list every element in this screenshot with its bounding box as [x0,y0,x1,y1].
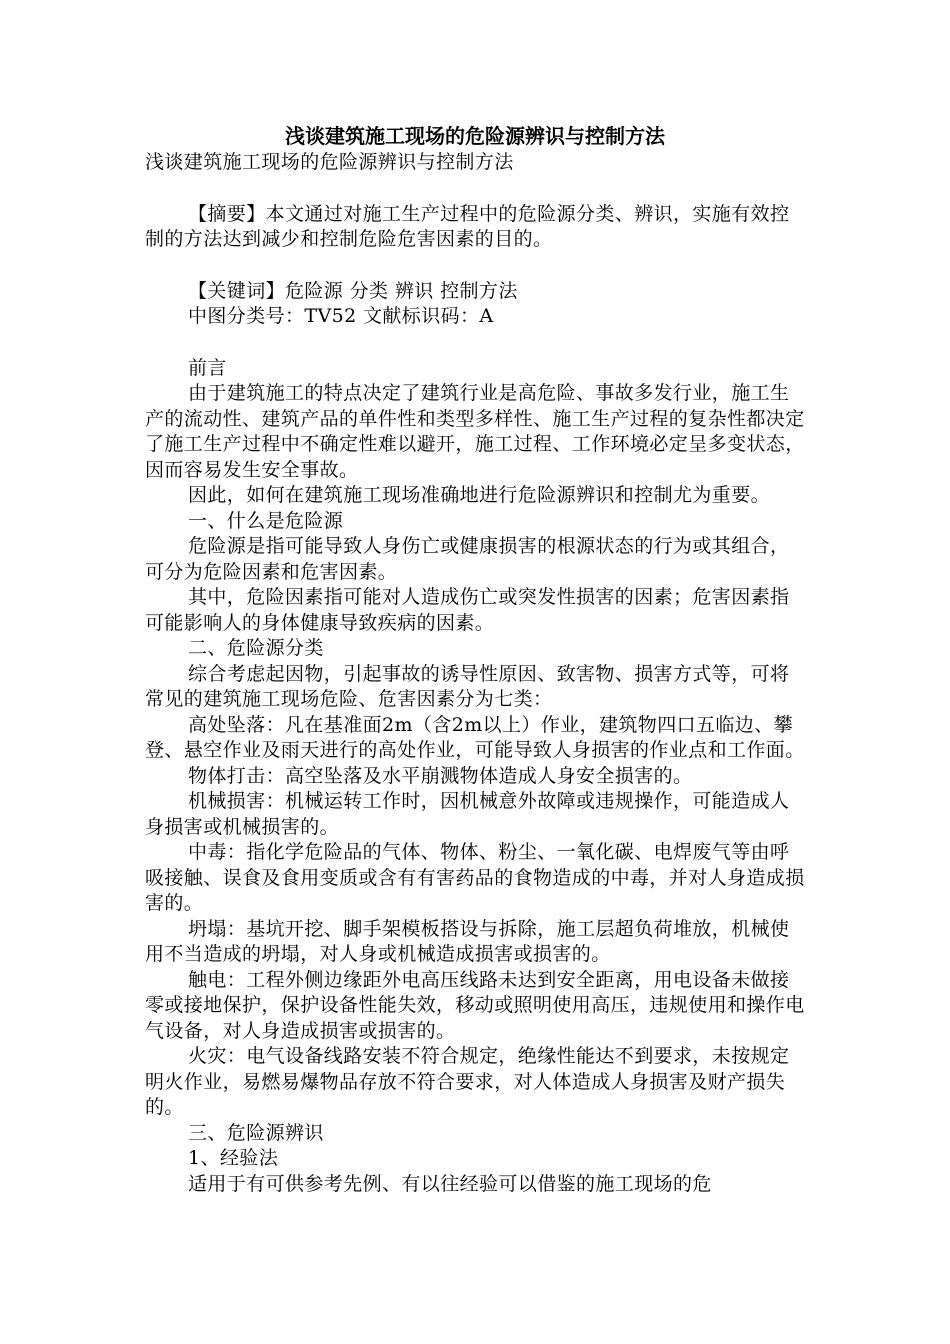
section-heading: 一、什么是危险源 [188,509,344,532]
category-paragraph: 中毒：指化学危险品的气体、物体、粉尘、一氧化碳、电焊废气等由呼吸接触、误食及食用变质或含有有害药品的食物造成的中毒，并对人身造成损害的。 [145,841,805,914]
section-paragraph: 适用于有可供参考先例、有以往经验可以借鉴的施工现场的危 [188,1172,712,1195]
section-paragraph: 综合考虑起因物，引起事故的诱导性原因、致害物、损害方式等，可将常见的建筑施工现场危险、危害因素分为七类： [145,662,790,710]
document-body [145,150,805,1197]
section-paragraph: 危险源是指可能导致人身伤亡或健康损害的根源状态的行为或其组合，可分为危险因素和危害因素。 [145,535,790,583]
document-title: 浅谈建筑施工现场的危险源辨识与控制方法 [285,124,665,148]
document-subtitle: 浅谈建筑施工现场的危险源辨识与控制方法 [145,151,514,173]
section-paragraph: 其中，危险因素指可能对人造成伤亡或突发性损害的因素；危害因素指可能影响人的身体健康导致疾病的因素。 [145,586,790,634]
keywords-paragraph: 【关键词】危险源 分类 辨识 控制方法 [188,279,518,302]
subsection-heading: 1、经验法 [188,1147,279,1169]
preface-paragraph: 因此，如何在建筑施工现场准确地进行危险源辨识和控制尤为重要。 [188,484,771,506]
preface-paragraph: 由于建筑施工的特点决定了建筑行业是高危险、事故多发行业，施工生产的流动性、建筑产品的单件性和类型多样性、施工生产过程的复杂性都决定了施工生产过程中不确定性难以避开，施工过程、工作环境必定呈多变状态，因而容易发生安全事故。 [145,382,805,481]
category-paragraph: 火灾：电气设备线路安装不符合规定，绝缘性能达不到要求，未按规定明火作业，易燃易爆物品存放不符合要求，对人体造成人身损害及财产损失的。 [145,1045,790,1118]
category-paragraph: 物体打击：高空坠落及水平崩溅物体造成人身安全损害的。 [188,764,693,787]
section-heading: 二、危险源分类 [188,637,324,659]
category-paragraph: 坍塌：基坑开挖、脚手架模板搭设与拆除，施工层超负荷堆放，机械使用不当造成的坍塌，对人身或机械造成损害或损害的。 [145,917,790,965]
abstract-paragraph: 【摘要】本文通过对施工生产过程中的危险源分类、辨识，实施有效控制的方法达到减少和控制危险危害因素的目的。 [145,202,790,250]
category-paragraph: 机械损害：机械运转工作时，因机械意外故障或违规操作，可能造成人身损害或机械损害的。 [145,790,790,838]
section-heading: 三、危险源辨识 [188,1121,324,1144]
category-paragraph: 触电：工程外侧边缘距外电高压线路未达到安全距离，用电设备未做接零或接地保护，保护设备性能失效，移动或照明使用高压，违规使用和操作电气设备，对人身造成损害或损害的。 [145,968,805,1042]
preface-heading: 前言 [188,356,227,379]
classification-paragraph: 中图分类号：TV52 文献标识码：A [188,305,494,327]
category-paragraph: 高处坠落：凡在基准面2m（含2m以上）作业，建筑物四口五临边、攀登、悬空作业及雨天进行的高处作业，可能导致人身损害的作业点和工作面。 [145,713,805,761]
